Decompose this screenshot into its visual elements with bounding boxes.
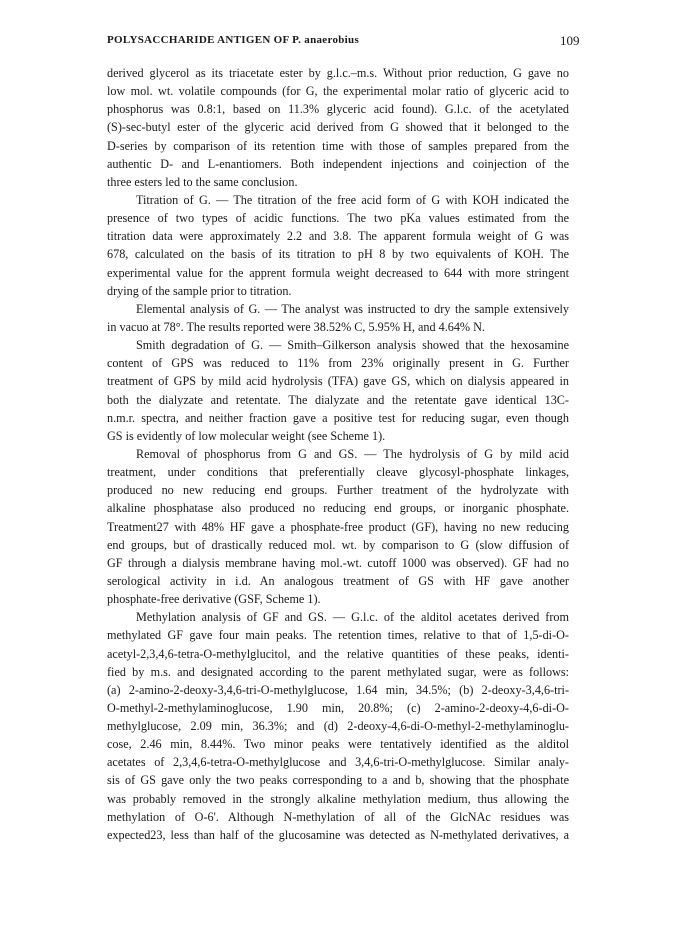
- text-line: produced no new reducing end groups. Further treatment of the hydrolyzate with: [107, 483, 569, 498]
- text-line: in vacuo at 78°. The results reported were 38.52% C, 5.95% H, and 4.64% N.: [107, 319, 485, 334]
- text-line: drying of the sample prior to titration.: [107, 283, 292, 298]
- text-line: GS is evidently of low molecular weight (see Scheme 1).: [107, 428, 386, 443]
- text-line: cose, 2.46 min, 8.44%. Two minor peaks were tentatively identified as the alditol: [107, 737, 569, 752]
- text-line: presence of two types of acidic functions. The two pKa values estimated from the: [107, 211, 569, 226]
- text-line: acetates of 2,3,4,6-tetra-O-methylglucose and 3,4,6-tri-O-methylglucose. Similar analy-: [107, 755, 569, 770]
- text-line: both the dialyzate and retentate. The dialyzate and the retentate gave identical 13C-: [107, 392, 569, 407]
- text-line: GF through a dialysis membrane having mol.-wt. cutoff 1000 was observed). GF had no: [107, 555, 569, 570]
- text-line: serological activity in i.d. An analogous treatment of GS with HF gave another: [107, 573, 569, 588]
- text-line: low mol. wt. volatile compounds (for G, the experimental molar ratio of glyceric acid to: [107, 84, 569, 99]
- text-line: was probably removed in the strongly alkaline methylation medium, thus allowing the: [107, 791, 569, 806]
- text-line: treatment, under conditions that preferentially cleave glycosyl-phosphate linkages,: [107, 465, 569, 480]
- page-number: 109: [560, 33, 580, 48]
- text-line: n.m.r. spectra, and neither fraction gave a positive test for reducing sugar, even though: [107, 410, 569, 425]
- text-line: methylation of O-6'. Although N-methylation of all of the GlcNAc residues was: [107, 809, 569, 824]
- text-line: fied by m.s. and designated according to the parent methylated sugar, were as follows:: [107, 664, 569, 679]
- text-line: sis of GS gave only the two peaks corresponding to a and b, showing that the phosphate: [107, 773, 569, 788]
- text-line: titration data were approximately 2.2 and 3.8. The apparent formula weight of G was: [107, 229, 569, 244]
- text-line: 678, calculated on the basis of its titration to pH 8 by two equivalents of KOH. The: [107, 247, 569, 262]
- section-heading-line: Titration of G. — The titration of the free acid form of G with KOH indicated the: [136, 192, 569, 207]
- text-line: experimental value for the apprent formula weight decreased to 644 with more stringent: [107, 265, 569, 280]
- text-line: D-series by comparison of its retention time with those of samples prepared from the: [107, 138, 569, 153]
- section-heading-line: Methylation analysis of GF and GS. — G.l.c. of the alditol acetates derived from: [136, 610, 569, 625]
- section-heading-line: Removal of phosphorus from G and GS. — The hydrolysis of G by mild acid: [136, 446, 569, 461]
- text-line: authentic D- and L-enantiomers. Both independent injections and coinjection of the: [107, 156, 569, 171]
- section-heading-line: Smith degradation of G. — Smith–Gilkerson analysis showed that the hexosamine: [136, 338, 569, 353]
- text-line: Treatment27 with 48% HF gave a phosphate-free product (GF), having no new reducing: [107, 519, 569, 534]
- text-line: derived glycerol as its triacetate ester by g.l.c.–m.s. Without prior reduction, G gave no: [107, 66, 569, 80]
- text-line: phosphorus was 0.8:1, based on 11.3% glyceric acid found). G.l.c. of the acetylated: [107, 102, 569, 117]
- text-line: expected23, less than half of the glucosamine was detected as N-methylated derivatives, a: [107, 827, 569, 842]
- text-line: content of GPS was reduced to 11% from 23% originally present in G. Further: [107, 356, 569, 371]
- section-heading-line: Elemental analysis of G. — The analyst was instructed to dry the sample extensively: [136, 301, 569, 316]
- text-line: acetyl-2,3,4,6-tetra-O-methylglucitol, and the relative quantities of these peaks, identi-: [107, 646, 569, 661]
- text-line: three esters led to the same conclusion.: [107, 174, 298, 189]
- text-line: end groups, but of drastically reduced mol. wt. by comparison to G (slow diffusion of: [107, 537, 569, 552]
- text-line: O-methyl-2-methylaminoglucose, 1.90 min, 20.8%; (c) 2-amino-2-deoxy-4,6-di-O-: [107, 700, 569, 715]
- running-head: POLYSACCHARIDE ANTIGEN OF P. anaerobius: [107, 34, 360, 46]
- text-line: phosphate-free derivative (GSF, Scheme 1).: [107, 592, 321, 607]
- body-text: [107, 64, 569, 844]
- text-line: alkaline phosphatase also produced no reducing end groups, or inorganic phosphate.: [107, 501, 569, 516]
- text-line: (a) 2-amino-2-deoxy-3,4,6-tri-O-methylglucose, 1.64 min, 34.5%; (b) 2-deoxy-3,4,6-tri-: [107, 682, 569, 697]
- text-line: (S)-sec-butyl ester of the glyceric acid derived from G showed that it belonged to the: [107, 120, 569, 135]
- text-line: methylglucose, 2.09 min, 36.3%; and (d) 2-deoxy-4,6-di-O-methyl-2-methylaminoglu-: [107, 719, 569, 734]
- text-line: methylated GF gave four main peaks. The retention times, relative to that of 1,5-di-O-: [107, 628, 569, 643]
- text-line: treatment of GPS by mild acid hydrolysis (TFA) gave GS, which on dialysis appeared in: [107, 374, 569, 389]
